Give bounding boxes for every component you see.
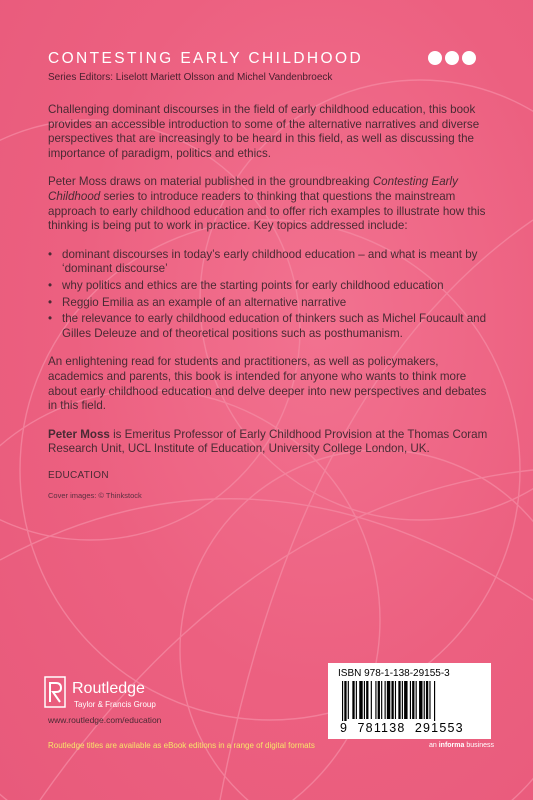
circle-icon (428, 51, 442, 65)
barcode-bar (352, 681, 354, 719)
barcode-bar (385, 681, 386, 719)
ean-group-right: 291553 (414, 721, 464, 735)
informa-business (429, 742, 494, 749)
publisher-name: Routledge (72, 680, 145, 697)
informa-word: informa (438, 742, 465, 749)
barcode-bar (344, 681, 346, 721)
blurb (48, 103, 488, 504)
ean-first-digit: 9 (340, 721, 349, 735)
paragraph-audience: An enlightening read for students and practitioners, as well as policymakers, academics and parents, this book is intended for anyone who wants to think more about early childhood education and delve deeper into new perspectives and debates in this field. (48, 355, 487, 413)
isbn-text: ISBN 978-1-138-29155-3 (338, 668, 450, 679)
barcode-bar (416, 681, 417, 719)
barcode-bar (391, 681, 393, 719)
barcode-bar (424, 681, 425, 719)
barcode-bar (434, 681, 435, 721)
barcode-bar (387, 681, 390, 719)
barcode-bar (381, 681, 382, 719)
barcode-bar (366, 681, 368, 719)
series-title: CONTESTING EARLY CHILDHOOD (48, 50, 364, 67)
publisher-website: www.routledge.com/education (48, 715, 162, 725)
series-editors: Series Editors: Liselott Mariett Olsson and Michel Vandenbroeck (48, 72, 333, 83)
series-name-italic: Contesting Early Childhood (48, 175, 458, 203)
subject-category: EDUCATION (48, 469, 109, 481)
barcode-bar (402, 681, 403, 719)
ean-group-left: 781138 (357, 721, 406, 735)
barcode-bar (426, 681, 428, 719)
author-name: Peter Moss (48, 427, 110, 441)
barcode-bar (404, 681, 407, 719)
barcode-bar (364, 681, 365, 719)
barcode-box (328, 663, 491, 739)
informa-suffix: business (464, 742, 494, 749)
barcode-bar (412, 681, 414, 719)
ean-digits (340, 721, 464, 735)
publisher-subtitle: Taylor & Francis Group (74, 700, 156, 709)
barcode-bar (429, 681, 430, 719)
barcode-bar (356, 681, 357, 719)
circle-icon (445, 51, 459, 65)
barcode-bar (348, 681, 349, 719)
circle-icon (462, 51, 476, 65)
barcode-bar (359, 681, 362, 719)
paragraph-description-start: Peter Moss draws on material published in the groundbreaking (48, 175, 373, 189)
routledge-r-logo-icon (44, 676, 66, 708)
barcode-bar (371, 681, 372, 719)
informa-prefix: an (429, 742, 439, 749)
author-bio (48, 428, 488, 457)
list-item: • the relevance to early childhood education of thinkers such as Michel Foucault and Gilles Deleuze and of theoretical positions such as posthumanism. (48, 312, 488, 341)
list-item: • why politics and ethics are the starting points for early childhood education (48, 279, 488, 294)
barcode-icon (328, 679, 491, 723)
series-dots-icon (428, 51, 479, 67)
list-item: • Reggio Emilia as an example of an alternative narrative (48, 296, 488, 311)
author-bio-text: is Emeritus Professor of Early Childhood Provision at the Thomas Coram Research Unit, UCL Institute of Education, University College London, UK. (48, 427, 488, 456)
barcode-bar (375, 681, 376, 719)
barcode-bar (419, 681, 422, 719)
barcode-bar (398, 681, 400, 719)
cover-credit: Cover images: © Thinkstock (48, 491, 142, 501)
paragraph-intro: Challenging dominant discourses in the field of early childhood education, this book provides an accessible introduction to some of the alternative narratives and diverse perspectives that are increasingly to be heard in this field, as well as discussing the importance of paradigm, politics and ethics. (48, 103, 480, 160)
barcode-bar (342, 681, 343, 721)
barcode-bar (410, 681, 411, 719)
key-topics-list (48, 248, 488, 342)
ebook-note: Routledge titles are available as eBook editions in a range of digital formats (48, 741, 315, 750)
list-item: • dominant discourses in today’s early childhood education – and what is meant by ‘dominant discourse’ (48, 248, 488, 277)
paragraph-description-end: series to introduce readers to thinking that questions the mainstream approach to early childhood education and to offer rich examples to illustrate how this thinking is being put to work in practice. Key topics addressed include: (48, 189, 486, 233)
barcode-bar (378, 681, 380, 719)
paragraph-description (48, 175, 488, 233)
barcode-bar (395, 681, 396, 719)
publisher-logo (44, 676, 224, 712)
